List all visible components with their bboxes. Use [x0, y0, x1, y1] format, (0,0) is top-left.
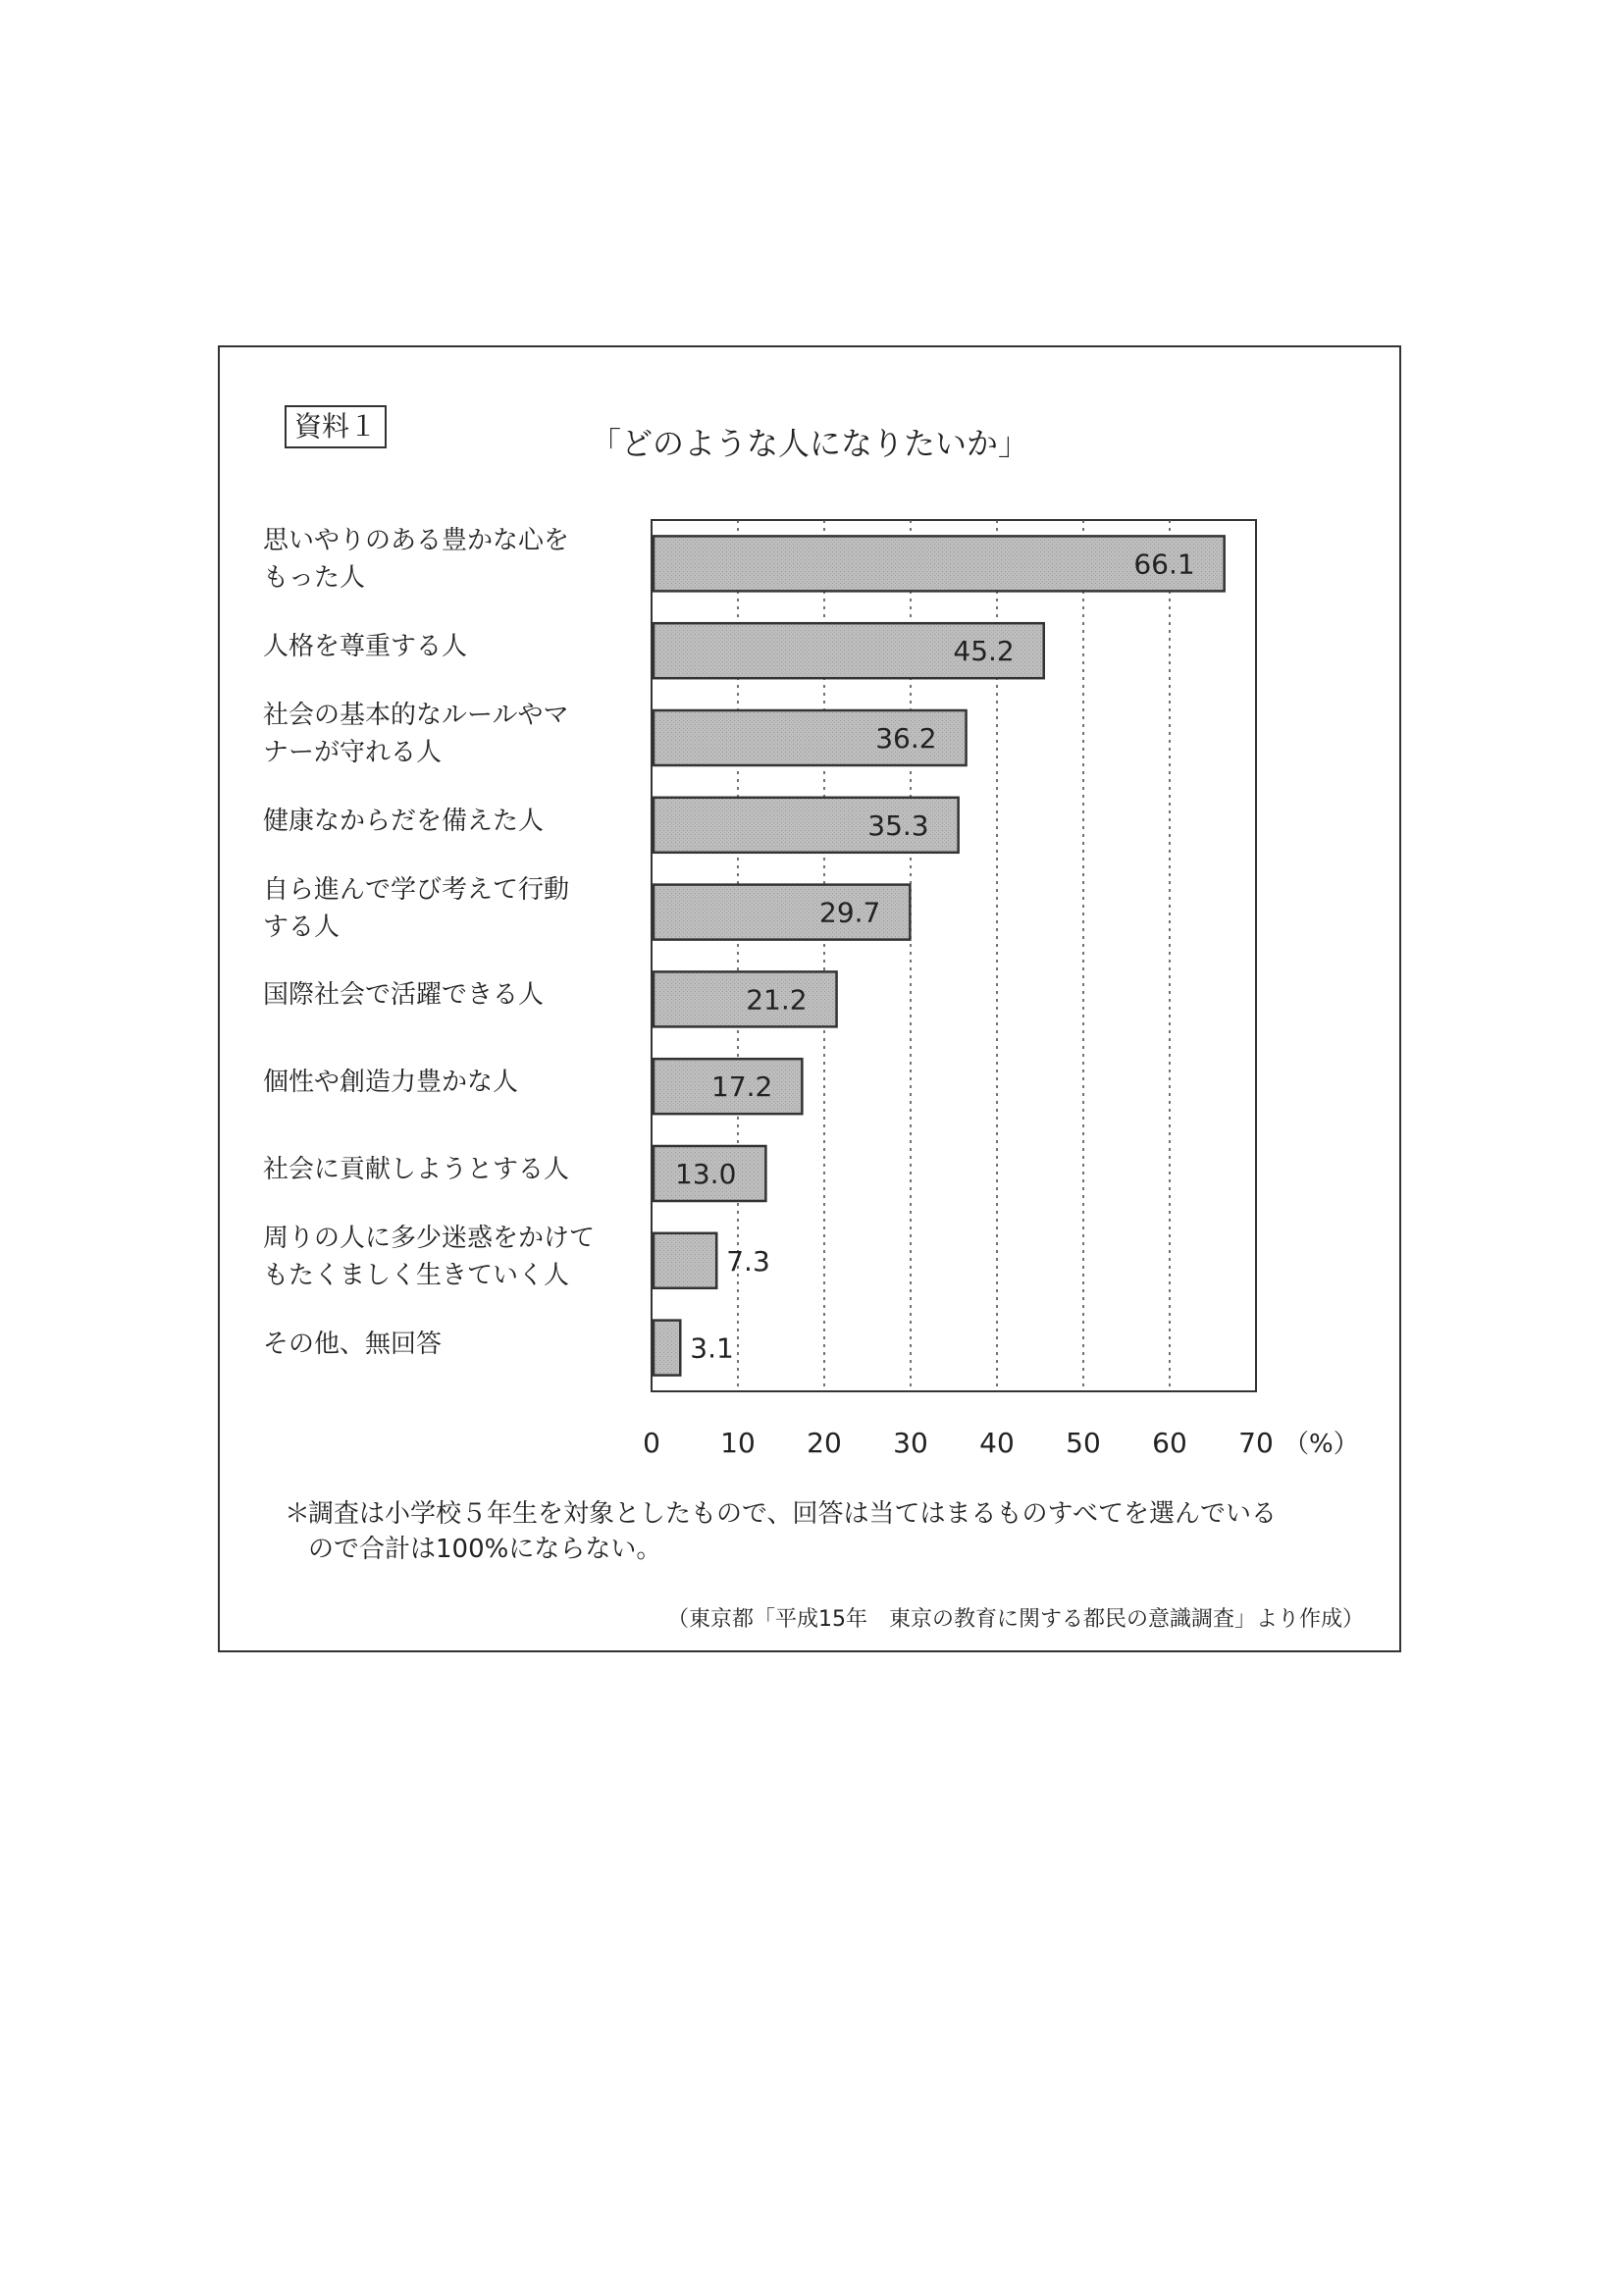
category-label-4: 健康なからだを備えた人 — [263, 806, 545, 836]
category-label-5: 自ら進んで学び考えて行動 する人 — [263, 874, 570, 942]
category-label-3: 社会の基本的なルールやマ ナーが守れる人 — [263, 701, 569, 767]
category-label-1: 思いやりのある豊かな心を もった人 — [263, 526, 570, 594]
category-label-8: 社会に貢献しようとする人 — [263, 1155, 570, 1184]
note-marker: ＊ — [285, 1499, 311, 1529]
category-label-7: 個性や創造力豊かな人 — [263, 1068, 519, 1098]
x-tick-label-70: 70 — [1238, 1427, 1274, 1459]
category-label-10: その他、無回答 — [263, 1329, 443, 1359]
value-label-5: 29.7 — [819, 896, 881, 929]
bar-10 — [654, 1321, 680, 1376]
bar-9 — [654, 1233, 716, 1288]
survey-note — [285, 1496, 1374, 1567]
x-axis-unit: （%） — [1283, 1430, 1359, 1459]
value-label-9: 7.3 — [726, 1244, 770, 1278]
chart-title: 「どのような人になりたいか」 — [589, 425, 1029, 462]
value-label-3: 36.2 — [875, 722, 937, 755]
x-tick-label-60: 60 — [1152, 1427, 1187, 1459]
category-label-2: 人格を尊重する人 — [263, 632, 468, 662]
source-citation: （東京都「平成15年 東京の教育に関する都民の意識調査」より作成） — [667, 1607, 1364, 1632]
x-tick-label-10: 10 — [720, 1427, 756, 1459]
value-label-2: 45.2 — [953, 635, 1015, 668]
note-line-1: 調査は小学校５年生を対象としたもので、回答は当てはまるものすべてを選んでいる — [308, 1499, 1277, 1529]
x-tick-label-0: 0 — [643, 1427, 660, 1459]
value-label-6: 21.2 — [746, 983, 808, 1017]
value-label-1: 66.1 — [1133, 548, 1195, 581]
document-label: 資料１ — [285, 405, 387, 448]
x-tick-label-50: 50 — [1066, 1427, 1101, 1459]
value-label-7: 17.2 — [711, 1070, 773, 1104]
value-label-10: 3.1 — [690, 1331, 734, 1365]
x-tick-label-30: 30 — [893, 1427, 928, 1459]
x-tick-label-40: 40 — [979, 1427, 1015, 1459]
value-label-4: 35.3 — [867, 809, 929, 842]
value-label-8: 13.0 — [675, 1158, 737, 1190]
figure-frame — [218, 345, 1401, 1652]
category-label-9: 周りの人に多少迷惑をかけて もたくましく生きていく人 — [263, 1223, 596, 1290]
bar-chart — [220, 347, 1403, 1486]
x-tick-label-20: 20 — [807, 1427, 842, 1459]
note-line-2: ので合計は100%にならない。 — [308, 1535, 662, 1564]
category-label-6: 国際社会で活躍できる人 — [263, 980, 545, 1011]
